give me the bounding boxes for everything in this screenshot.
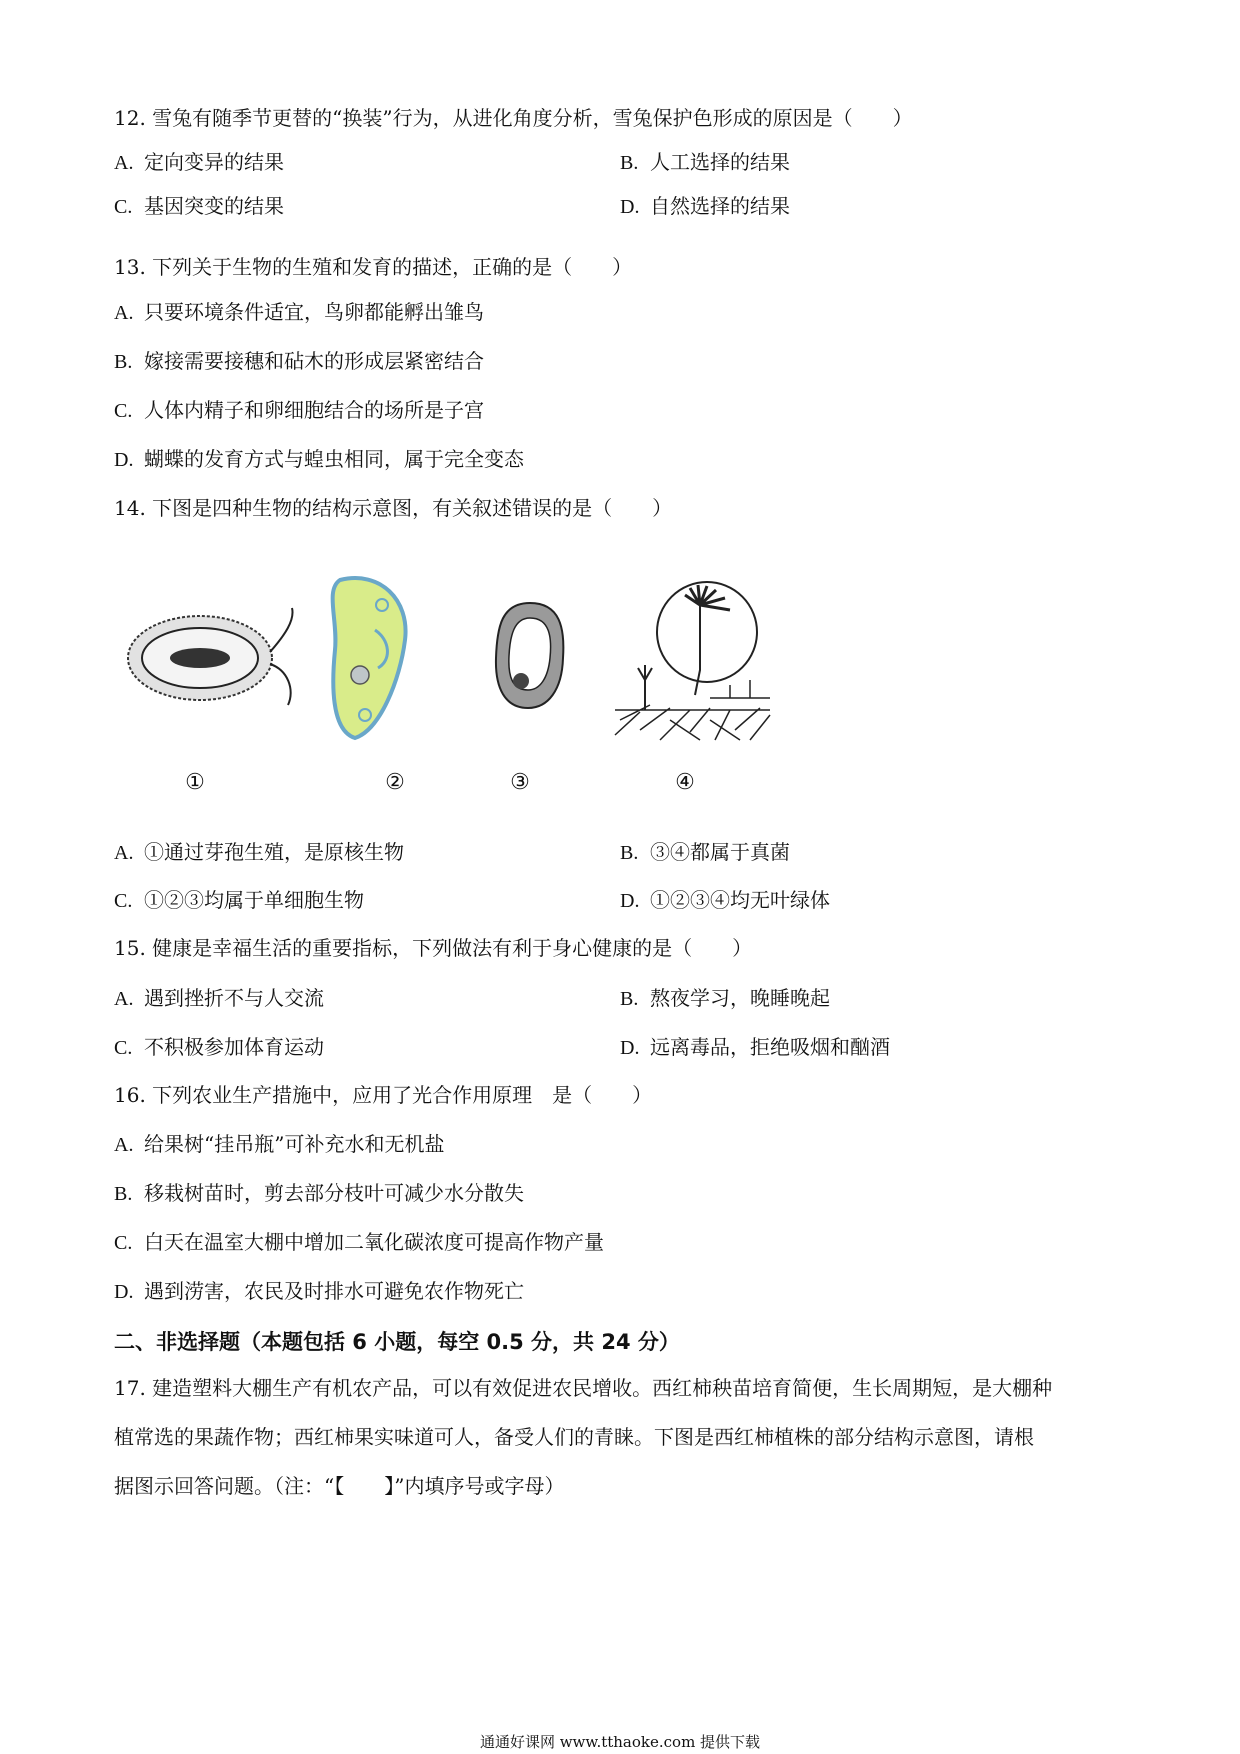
q16-option-a bbox=[114, 1131, 444, 1158]
page-footer: 通通好课网 www.tthaoke.com 提供下载 bbox=[479, 1733, 761, 1751]
q15-option-d bbox=[620, 1034, 890, 1061]
q12-option-b bbox=[620, 149, 790, 176]
q13-option-d bbox=[114, 446, 524, 473]
q15-option-c bbox=[114, 1034, 324, 1061]
option-text: 只要环境条件适宜，鸟卵都能孵出雏鸟 bbox=[144, 300, 484, 324]
figure-label-4: ④ bbox=[675, 770, 695, 795]
yeast-figure bbox=[490, 598, 570, 713]
option-text: 人工选择的结果 bbox=[650, 150, 790, 174]
option-text: ①②③均属于单细胞生物 bbox=[144, 888, 364, 912]
option-letter: D. bbox=[620, 1037, 640, 1059]
section-title: 二、非选择题（本题包括 6 小题，每空 0.5 分，共 24 分） bbox=[114, 1330, 680, 1354]
q17-line-1: 17. 建造塑料大棚生产有机农产品，可以有效促进农民增收。西红柿秧苗培育简便，生长周期短，是大棚种 bbox=[114, 1376, 1053, 1400]
q14-option-c bbox=[114, 887, 364, 914]
option-letter: C. bbox=[114, 400, 133, 422]
option-letter: D. bbox=[114, 1281, 134, 1303]
q13-option-c bbox=[114, 397, 484, 424]
option-text: 基因突变的结果 bbox=[144, 194, 284, 218]
figure-label-3: ③ bbox=[510, 770, 530, 795]
option-letter: D. bbox=[620, 196, 640, 218]
option-letter: B. bbox=[114, 351, 133, 373]
option-letter: B. bbox=[114, 1183, 133, 1205]
option-letter: A. bbox=[114, 152, 134, 174]
option-letter: C. bbox=[114, 890, 133, 912]
paramecium-figure bbox=[320, 570, 440, 745]
figure-label-2: ② bbox=[385, 770, 405, 795]
q12-stem: 12. 雪兔有随季节更替的“换装”行为，从进化角度分析，雪兔保护色形成的原因是（ ） bbox=[114, 106, 913, 130]
option-letter: B. bbox=[620, 842, 639, 864]
q12-option-d bbox=[620, 193, 790, 220]
q15-option-b bbox=[620, 985, 830, 1012]
q16-option-b bbox=[114, 1180, 524, 1207]
q14-stem: 14. 下图是四种生物的结构示意图，有关叙述错误的是（ ） bbox=[114, 496, 673, 520]
q15-option-a bbox=[114, 985, 324, 1012]
option-text: 给果树“挂吊瓶”可补充水和无机盐 bbox=[144, 1132, 445, 1156]
q13-option-a bbox=[114, 299, 484, 326]
bacterium-figure bbox=[120, 600, 305, 710]
q17-line-3: 据图示回答问题。（注：“【 】”内填序号或字母） bbox=[114, 1474, 565, 1498]
q17-line-2: 植常选的果蔬作物；西红柿果实味道可人，备受人们的青睐。下图是西红柿植株的部分结构示意图，请根 bbox=[114, 1425, 1034, 1449]
option-letter: B. bbox=[620, 152, 639, 174]
option-text: 定向变异的结果 bbox=[144, 150, 284, 174]
option-text: 人体内精子和卵细胞结合的场所是子宫 bbox=[144, 398, 484, 422]
option-text: 遇到涝害，农民及时排水可避免农作物死亡 bbox=[144, 1279, 524, 1303]
option-letter: A. bbox=[114, 302, 134, 324]
option-text: 嫁接需要接穗和砧木的形成层紧密结合 bbox=[144, 349, 484, 373]
option-letter: B. bbox=[620, 988, 639, 1010]
q12-option-c bbox=[114, 193, 284, 220]
option-letter: C. bbox=[114, 196, 133, 218]
option-letter: C. bbox=[114, 1232, 133, 1254]
option-letter: A. bbox=[114, 1134, 134, 1156]
option-text: ①②③④均无叶绿体 bbox=[650, 888, 830, 912]
option-text: ①通过芽孢生殖，是原核生物 bbox=[144, 840, 404, 864]
option-text: 白天在温室大棚中增加二氧化碳浓度可提高作物产量 bbox=[144, 1230, 604, 1254]
q14-option-b bbox=[620, 839, 790, 866]
q14-option-d bbox=[620, 887, 830, 914]
option-letter: A. bbox=[114, 842, 134, 864]
option-letter: A. bbox=[114, 988, 134, 1010]
q13-stem: 13. 下列关于生物的生殖和发育的描述，正确的是（ ） bbox=[114, 255, 633, 279]
q16-option-c bbox=[114, 1229, 604, 1256]
figure-label-1: ① bbox=[185, 770, 205, 795]
option-text: 熬夜学习，晚睡晚起 bbox=[650, 986, 830, 1010]
option-text: 遇到挫折不与人交流 bbox=[144, 986, 324, 1010]
q16-stem: 16. 下列农业生产措施中，应用了光合作用原理 是（ ） bbox=[114, 1083, 653, 1107]
option-text: 蝴蝶的发育方式与蝗虫相同，属于完全变态 bbox=[144, 447, 524, 471]
q13-option-b bbox=[114, 348, 484, 375]
option-text: 不积极参加体育运动 bbox=[144, 1035, 324, 1059]
q14-option-a bbox=[114, 839, 404, 866]
option-text: 移栽树苗时，剪去部分枝叶可减少水分散失 bbox=[144, 1181, 524, 1205]
option-letter: C. bbox=[114, 1037, 133, 1059]
option-text: ③④都属于真菌 bbox=[650, 840, 790, 864]
option-text: 自然选择的结果 bbox=[650, 194, 790, 218]
q12-option-a bbox=[114, 149, 284, 176]
q15-stem: 15. 健康是幸福生活的重要指标，下列做法有利于身心健康的是（ ） bbox=[114, 936, 753, 960]
option-letter: D. bbox=[620, 890, 640, 912]
mold-figure bbox=[610, 580, 780, 750]
option-letter: D. bbox=[114, 449, 134, 471]
q16-option-d bbox=[114, 1278, 524, 1305]
option-text: 远离毒品，拒绝吸烟和酗酒 bbox=[650, 1035, 890, 1059]
